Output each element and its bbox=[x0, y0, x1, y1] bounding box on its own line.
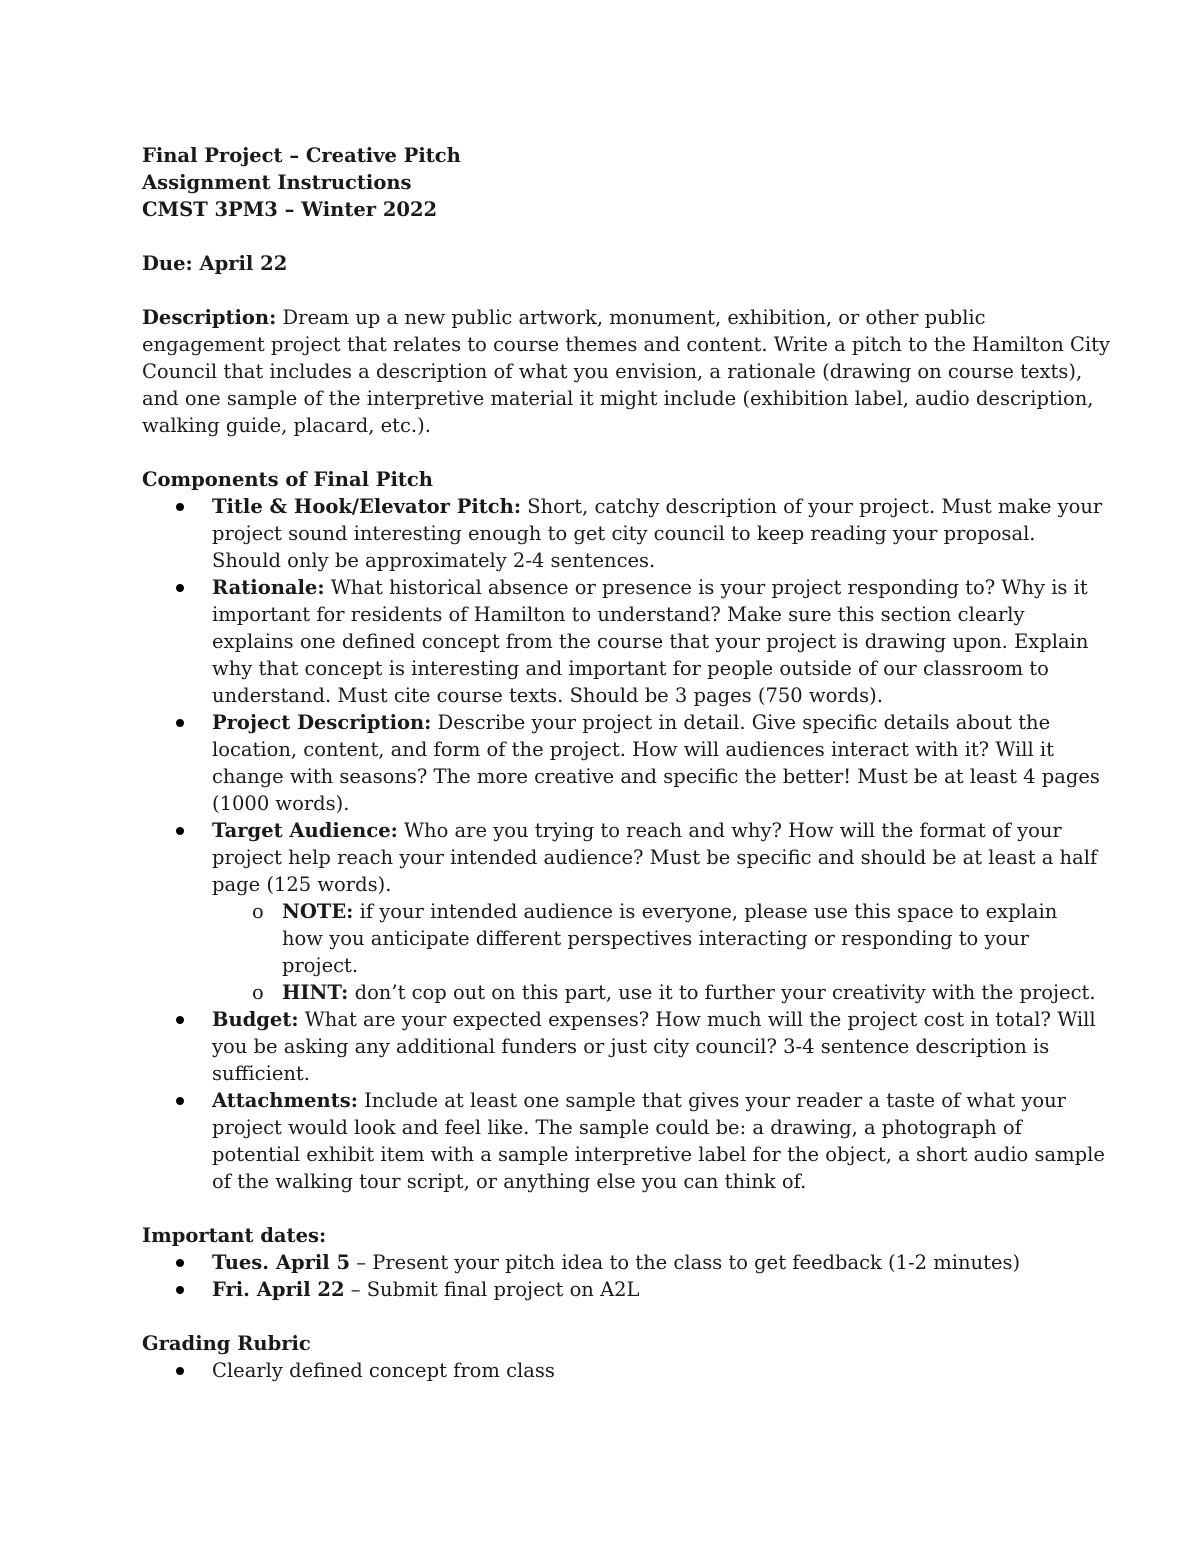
item-text: (1000 words). bbox=[212, 792, 350, 815]
item-text: Short, catchy description of your project. Must make your bbox=[521, 495, 1103, 518]
course-code: CMST 3PM3 – Winter 2022 bbox=[142, 198, 438, 221]
list-item bbox=[142, 1087, 1105, 1195]
components-heading: Components of Final Pitch bbox=[142, 468, 433, 491]
list-item bbox=[142, 817, 1098, 1006]
list-item bbox=[142, 493, 1103, 574]
sub-bullet-marker: o bbox=[252, 981, 264, 1004]
item-text: change with seasons? The more creative and specific the better! Must be at least 4 pages bbox=[212, 765, 1100, 788]
description-line: walking guide, placard, etc.). bbox=[142, 414, 431, 437]
item-text: important for residents of Hamilton to understand? Make sure this section clearly bbox=[212, 603, 1025, 626]
date-label: Tues. April 5 bbox=[212, 1251, 351, 1274]
description-line: Council that includes a description of what you envision, a rationale (drawing on course texts), bbox=[142, 360, 1083, 383]
item-text: Who are you trying to reach and why? How will the format of your bbox=[397, 819, 1062, 842]
item-text: project would look and feel like. The sample could be: a drawing, a photograph of bbox=[212, 1116, 1022, 1139]
item-text: potential exhibit item with a sample interpretive label for the object, a short audio sample bbox=[212, 1143, 1105, 1166]
item-text: Include at least one sample that gives your reader a taste of what your bbox=[357, 1089, 1066, 1112]
due-date: Due: April 22 bbox=[142, 252, 288, 275]
document-subtitle: Assignment Instructions bbox=[142, 171, 412, 194]
components-list bbox=[142, 493, 1105, 1195]
sub-list bbox=[212, 898, 1096, 1006]
item-text: don’t cop out on this part, use it to further your creativity with the project. bbox=[348, 981, 1096, 1004]
dates-list bbox=[142, 1249, 1080, 1303]
description-label: Description: bbox=[142, 306, 277, 329]
rubric-item: Clearly defined concept from class bbox=[212, 1359, 555, 1382]
item-text: What are your expected expenses? How much will the project cost in total? Will bbox=[298, 1008, 1096, 1031]
description-paragraph bbox=[142, 304, 1110, 439]
item-label: HINT: bbox=[282, 981, 349, 1004]
date-label: Fri. April 22 bbox=[212, 1278, 345, 1301]
item-label: Title & Hook/Elevator Pitch: bbox=[212, 495, 522, 518]
item-text: if your intended audience is everyone, please use this space to explain bbox=[353, 900, 1058, 923]
item-label: Project Description: bbox=[212, 711, 432, 734]
description-line: Dream up a new public artwork, monument, exhibition, or other public bbox=[276, 306, 986, 329]
sub-bullet-marker: o bbox=[252, 900, 264, 923]
list-item bbox=[142, 1357, 1080, 1384]
item-text: how you anticipate different perspectives interacting or responding to your bbox=[282, 927, 1030, 950]
date-text: – Submit final project on A2L bbox=[344, 1278, 640, 1301]
item-label: Attachments: bbox=[212, 1089, 358, 1112]
item-text: explains one defined concept from the course that your project is drawing upon. Explain bbox=[212, 630, 1089, 653]
document-header bbox=[142, 142, 1080, 223]
item-text: page (125 words). bbox=[212, 873, 392, 896]
list-item bbox=[142, 709, 1100, 817]
rubric-list bbox=[142, 1357, 1080, 1384]
description-line: engagement project that relates to course themes and content. Write a pitch to the Hamilton City bbox=[142, 333, 1110, 356]
item-text: What historical absence or presence is your project responding to? Why is it bbox=[324, 576, 1088, 599]
item-text: you be asking any additional funders or just city council? 3-4 sentence description is bbox=[212, 1035, 1050, 1058]
document-title: Final Project – Creative Pitch bbox=[142, 144, 461, 167]
list-item bbox=[142, 1276, 1080, 1303]
list-item bbox=[142, 574, 1089, 709]
item-text: project sound interesting enough to get city council to keep reading your proposal. bbox=[212, 522, 1036, 545]
item-label: Budget: bbox=[212, 1008, 299, 1031]
item-text: Describe your project in detail. Give specific details about the bbox=[431, 711, 1051, 734]
item-text: project. bbox=[282, 954, 359, 977]
dates-heading: Important dates: bbox=[142, 1224, 327, 1247]
sub-list-item bbox=[212, 898, 1080, 979]
item-label: Rationale: bbox=[212, 576, 325, 599]
item-text: of the walking tour script, or anything else you can think of. bbox=[212, 1170, 807, 1193]
item-label: Target Audience: bbox=[212, 819, 398, 842]
description-line: and one sample of the interpretive material it might include (exhibition label, audio description, bbox=[142, 387, 1094, 410]
sub-list-item bbox=[212, 979, 1096, 1006]
item-text: why that concept is interesting and important for people outside of our classroom to bbox=[212, 657, 1049, 680]
rubric-heading: Grading Rubric bbox=[142, 1332, 311, 1355]
item-text: project help reach your intended audience? Must be specific and should be at least a half bbox=[212, 846, 1098, 869]
list-item bbox=[142, 1006, 1096, 1087]
date-text: – Present your pitch idea to the class to get feedback (1-2 minutes) bbox=[350, 1251, 1021, 1274]
item-text: sufficient. bbox=[212, 1062, 310, 1085]
item-text: understand. Must cite course texts. Should be 3 pages (750 words). bbox=[212, 684, 883, 707]
item-text: Should only be approximately 2-4 sentences. bbox=[212, 549, 656, 572]
list-item bbox=[142, 1249, 1080, 1276]
item-label: NOTE: bbox=[282, 900, 354, 923]
item-text: location, content, and form of the project. How will audiences interact with it? Will it bbox=[212, 738, 1054, 761]
